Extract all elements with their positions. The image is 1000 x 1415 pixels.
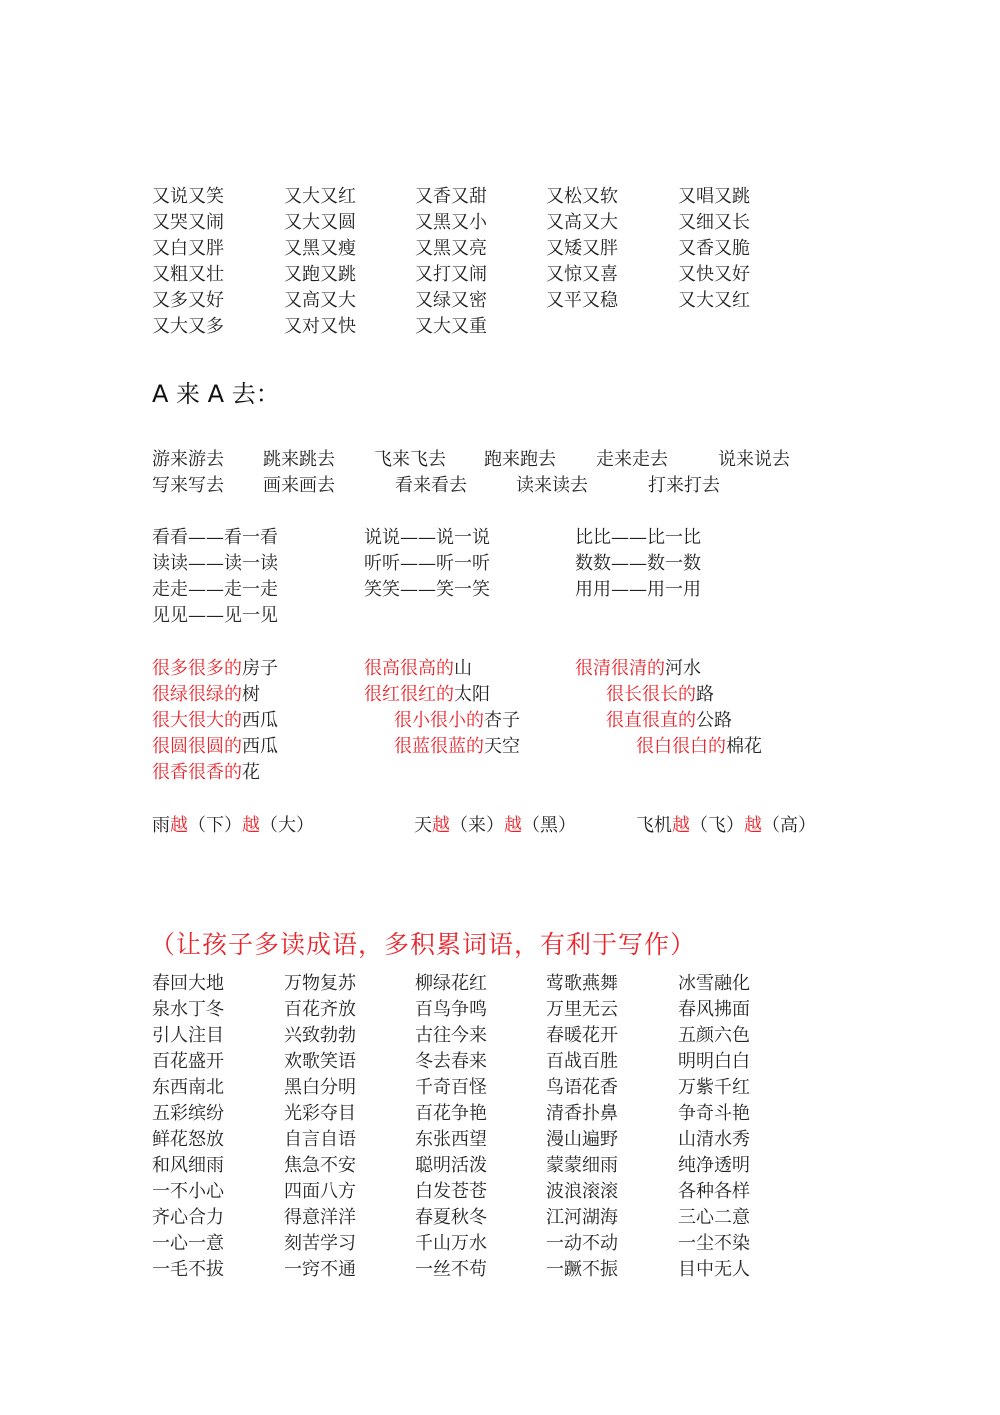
idiom: 春暖花开 — [546, 1025, 618, 1046]
idiom: 春夏秋冬 — [415, 1207, 487, 1228]
idiom: 东西南北 — [152, 1077, 224, 1098]
idiom: 聪明活泼 — [415, 1155, 487, 1176]
idiom: 山清水秀 — [678, 1129, 750, 1150]
idiom: 百花齐放 — [284, 999, 356, 1020]
yue-word: 越 — [170, 815, 188, 836]
word: 又粗又壮 — [152, 264, 224, 285]
phrase — [606, 708, 732, 734]
phrase-red: 很蓝很蓝的 — [394, 736, 484, 757]
idiom: 一尘不染 — [678, 1233, 750, 1254]
word: 又快又好 — [678, 264, 750, 285]
reading-note: （让孩子多读成语，多积累词语，有利于写作） — [150, 930, 697, 959]
word: 听听——听一听 — [364, 553, 490, 574]
yue-verb: （下） — [188, 815, 242, 836]
word: 数数——数一数 — [575, 553, 701, 574]
phrase-red: 很绿很绿的 — [152, 684, 242, 705]
word: 又唱又跳 — [678, 186, 750, 207]
idiom: 一窍不通 — [284, 1259, 356, 1280]
phrase-red: 很高很高的 — [364, 658, 454, 679]
idiom: 和风细雨 — [152, 1155, 224, 1176]
yue-subject: 飞机 — [636, 815, 672, 836]
phrase — [152, 682, 260, 708]
phrase-red: 很小很小的 — [394, 710, 484, 731]
idiom: 一毛不拔 — [152, 1259, 224, 1280]
phrase-noun: 西瓜 — [242, 736, 278, 757]
section-heading: A 来 A 去： — [152, 380, 280, 408]
idiom: 白发苍苍 — [415, 1181, 487, 1202]
idiom: 五颜六色 — [678, 1025, 750, 1046]
phrase-noun: 河水 — [665, 658, 701, 679]
yue-word: 越 — [672, 815, 690, 836]
yue-subject: 天 — [414, 815, 432, 836]
phrase-red: 很多很多的 — [152, 658, 242, 679]
phrase-red: 很长很长的 — [606, 684, 696, 705]
word: 又大又红 — [678, 290, 750, 311]
phrase-red: 很清很清的 — [575, 658, 665, 679]
word: 见见——见一见 — [152, 605, 278, 626]
idiom: 五彩缤纷 — [152, 1103, 224, 1124]
word: 说说——说一说 — [364, 527, 490, 548]
phrase-noun: 太阳 — [454, 684, 490, 705]
idiom: 冰雪融化 — [678, 973, 750, 994]
idiom: 光彩夺目 — [284, 1103, 356, 1124]
idiom: 江河湖海 — [546, 1207, 618, 1228]
phrase-noun: 路 — [696, 684, 714, 705]
phrase-noun: 山 — [454, 658, 472, 679]
idiom: 黑白分明 — [284, 1077, 356, 1098]
idiom: 一丝不苟 — [415, 1259, 487, 1280]
idiom: 千奇百怪 — [415, 1077, 487, 1098]
idiom: 春风拂面 — [678, 999, 750, 1020]
idiom: 一蹶不振 — [546, 1259, 618, 1280]
idiom: 万里无云 — [546, 999, 618, 1020]
idiom: 蒙蒙细雨 — [546, 1155, 618, 1176]
idiom: 一动不动 — [546, 1233, 618, 1254]
idiom: 百鸟争鸣 — [415, 999, 487, 1020]
idiom: 波浪滚滚 — [546, 1181, 618, 1202]
yue-word: 越 — [504, 815, 522, 836]
idiom: 明明白白 — [678, 1051, 750, 1072]
yue-result: （黑） — [522, 815, 576, 836]
idiom: 刻苦学习 — [284, 1233, 356, 1254]
word: 又白又胖 — [152, 238, 224, 259]
word: 比比——比一比 — [575, 527, 701, 548]
idiom: 各种各样 — [678, 1181, 750, 1202]
word: 又矮又胖 — [546, 238, 618, 259]
idiom: 古往今来 — [415, 1025, 487, 1046]
phrase — [364, 682, 490, 708]
yue-phrase — [636, 813, 816, 839]
idiom: 东张西望 — [415, 1129, 487, 1150]
word: 打来打去 — [648, 475, 720, 496]
phrase-noun: 花 — [242, 762, 260, 783]
idiom: 春回大地 — [152, 973, 224, 994]
phrase-red: 很白很白的 — [636, 736, 726, 757]
word: 又跑又跳 — [284, 264, 356, 285]
word: 跑来跑去 — [484, 449, 556, 470]
yue-subject: 雨 — [152, 815, 170, 836]
word: 又大又多 — [152, 316, 224, 337]
word: 又黑又小 — [415, 212, 487, 233]
word: 画来画去 — [263, 475, 335, 496]
idiom: 万物复苏 — [284, 973, 356, 994]
idiom: 齐心合力 — [152, 1207, 224, 1228]
phrase-red: 很直很直的 — [606, 710, 696, 731]
word: 又香又甜 — [415, 186, 487, 207]
word: 又高又大 — [546, 212, 618, 233]
idiom: 四面八方 — [284, 1181, 356, 1202]
word: 走来走去 — [596, 449, 668, 470]
idiom: 柳绿花红 — [415, 973, 487, 994]
word: 又大又重 — [415, 316, 487, 337]
idiom: 兴致勃勃 — [284, 1025, 356, 1046]
word: 走走——走一走 — [152, 579, 278, 600]
phrase — [575, 656, 701, 682]
phrase-red: 很香很香的 — [152, 762, 242, 783]
word: 又大又圆 — [284, 212, 356, 233]
idiom: 一不小心 — [152, 1181, 224, 1202]
yue-verb: （来） — [450, 815, 504, 836]
idiom: 清香扑鼻 — [546, 1103, 618, 1124]
idiom: 得意洋洋 — [284, 1207, 356, 1228]
word: 又惊又喜 — [546, 264, 618, 285]
idiom: 自言自语 — [284, 1129, 356, 1150]
yue-word: 越 — [432, 815, 450, 836]
word: 又打又闹 — [415, 264, 487, 285]
phrase — [606, 682, 714, 708]
phrase-noun: 棉花 — [726, 736, 762, 757]
yue-result: （大） — [260, 815, 314, 836]
phrase-noun: 天空 — [484, 736, 520, 757]
idiom: 冬去春来 — [415, 1051, 487, 1072]
phrase — [152, 656, 278, 682]
phrase-noun: 公路 — [696, 710, 732, 731]
idiom: 一心一意 — [152, 1233, 224, 1254]
phrase-red: 很圆很圆的 — [152, 736, 242, 757]
word: 又黑又瘦 — [284, 238, 356, 259]
yue-word: 越 — [744, 815, 762, 836]
yue-phrase — [414, 813, 576, 839]
idiom: 欢歌笑语 — [284, 1051, 356, 1072]
word: 用用——用一用 — [575, 579, 701, 600]
word: 写来写去 — [152, 475, 224, 496]
yue-verb: （飞） — [690, 815, 744, 836]
idiom: 千山万水 — [415, 1233, 487, 1254]
word: 又细又长 — [678, 212, 750, 233]
word: 又香又脆 — [678, 238, 750, 259]
phrase-noun: 杏子 — [484, 710, 520, 731]
word: 读来读去 — [516, 475, 588, 496]
idiom: 漫山遍野 — [546, 1129, 618, 1150]
phrase — [364, 656, 472, 682]
word: 说来说去 — [718, 449, 790, 470]
yue-phrase — [152, 813, 314, 839]
word: 又大又红 — [284, 186, 356, 207]
idiom: 万紫千红 — [678, 1077, 750, 1098]
word: 又黑又亮 — [415, 238, 487, 259]
idiom: 引人注目 — [152, 1025, 224, 1046]
phrase — [394, 734, 520, 760]
word: 又高又大 — [284, 290, 356, 311]
idiom: 百花争艳 — [415, 1103, 487, 1124]
word: 又多又好 — [152, 290, 224, 311]
idiom: 目中无人 — [678, 1259, 750, 1280]
idiom: 百战百胜 — [546, 1051, 618, 1072]
word: 又平又稳 — [546, 290, 618, 311]
idiom: 三心二意 — [678, 1207, 750, 1228]
phrase-noun: 西瓜 — [242, 710, 278, 731]
word: 游来游去 — [152, 449, 224, 470]
word: 又对又快 — [284, 316, 356, 337]
phrase — [636, 734, 762, 760]
word: 看来看去 — [395, 475, 467, 496]
phrase — [394, 708, 520, 734]
word: 飞来飞去 — [374, 449, 446, 470]
phrase-red: 很大很大的 — [152, 710, 242, 731]
word: 又哭又闹 — [152, 212, 224, 233]
word: 跳来跳去 — [263, 449, 335, 470]
idiom: 焦急不安 — [284, 1155, 356, 1176]
yue-word: 越 — [242, 815, 260, 836]
word: 又松又软 — [546, 186, 618, 207]
phrase-noun: 树 — [242, 684, 260, 705]
word: 读读——读一读 — [152, 553, 278, 574]
word: 笑笑——笑一笑 — [364, 579, 490, 600]
idiom: 纯净透明 — [678, 1155, 750, 1176]
phrase — [152, 760, 260, 786]
phrase — [152, 734, 278, 760]
word: 又绿又密 — [415, 290, 487, 311]
word: 看看——看一看 — [152, 527, 278, 548]
yue-result: （高） — [762, 815, 816, 836]
phrase — [152, 708, 278, 734]
idiom: 泉水丁冬 — [152, 999, 224, 1020]
idiom: 百花盛开 — [152, 1051, 224, 1072]
word: 又说又笑 — [152, 186, 224, 207]
idiom: 鸟语花香 — [546, 1077, 618, 1098]
idiom: 莺歌燕舞 — [546, 973, 618, 994]
idiom: 鲜花怒放 — [152, 1129, 224, 1150]
phrase-red: 很红很红的 — [364, 684, 454, 705]
idiom: 争奇斗艳 — [678, 1103, 750, 1124]
phrase-noun: 房子 — [242, 658, 278, 679]
